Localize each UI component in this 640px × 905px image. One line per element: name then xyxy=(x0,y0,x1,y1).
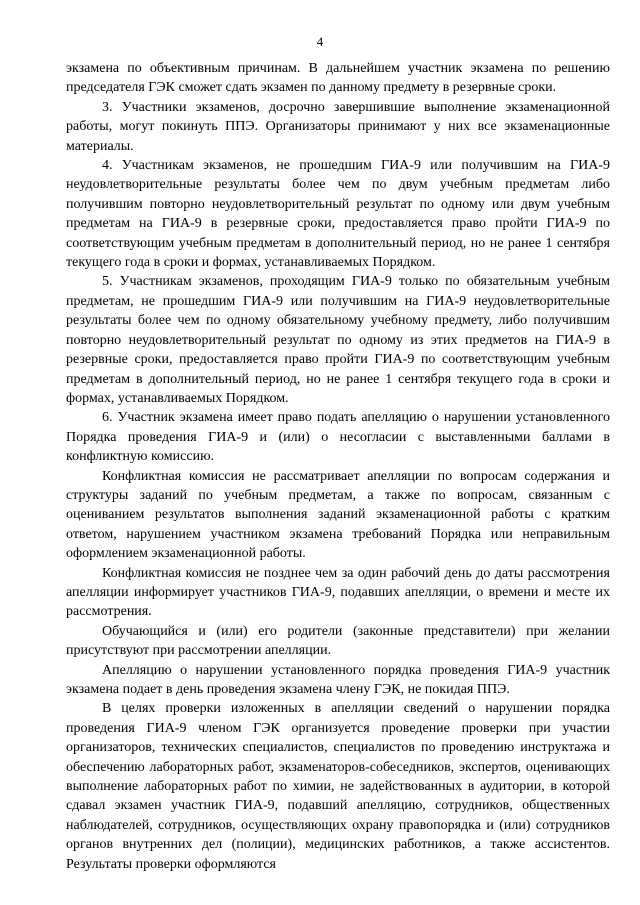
page-number: 4 xyxy=(316,34,324,49)
paragraph-item-5: 5. Участникам экзаменов, проходящим ГИА-9 только по обязательным учебным предметам, не прошедшим ГИА-9 или получившим на ГИА-9 неудовлетворительные результаты более чем по одному обязательному учебному предмету, либо получившим повторно неудовлетворительный результат по одному из этих предметов на ГИА-9 в резервные сроки, предоставляется право пройти ГИА-9 по соответствующим учебным предметам в дополнительный период, но не ранее 1 сентября текущего года в сроки и формах, устанавливаемых Порядком. xyxy=(66,274,610,406)
paragraph-appeal-submission: Апелляцию о нарушении установленного порядка проведения ГИА-9 участник экзамена подает в день проведения экзамена члену ГЭК, не покидая ППЭ. xyxy=(66,662,610,697)
paragraph-item-4: 4. Участникам экзаменов, не прошедшим ГИА-9 или получившим на ГИА-9 неудовлетворительные результаты более чем по двум учебным предметам либо получившим повторно неудовлетворительный результат по одному или двум учебным предметам на ГИА-9 в резервные сроки, предоставляется право пройти ГИА-9 по соответствующим учебным предметам в дополнительный период, но не ранее 1 сентября текущего года в сроки и формах, устанавливаемых Порядком. xyxy=(66,158,610,271)
paragraph-appeal-verification: В целях проверки изложенных в апелляции сведений о нарушении порядка проведения ГИА-9 членом ГЭК организуется проведение проверки при участии организаторов, технических специалистов, специалистов по проведению инструктажа и обеспечению лабораторных работ, экзаменаторов-собеседников, экспертов, оценивающих выполнение лабораторных работ по химии, не задействованных в аудитории, в которой сдавал экзамен участник ГИА-9, подавший апелляцию, сотрудников, общественных наблюдателей, сотрудников, осуществляющих охрану правопорядка и (или) сотрудников органов внутренних дел (полиции), медицинских работников, а также ассистентов. Результаты проверки оформляются xyxy=(66,701,610,872)
paragraph-parents-presence: Обучающийся и (или) его родители (законные представители) при желании присутствуют при рассмотрении апелляции. xyxy=(66,623,610,659)
paragraph-item-6: 6. Участник экзамена имеет право подать апелляцию о нарушении установленного Порядка проведения ГИА-9 и (или) о несогласии с выставленными баллами в конфликтную комиссию. xyxy=(66,410,610,465)
paragraph-continuation: экзамена по объективным причинам. В дальнейшем участник экзамена по решению председателя ГЭК сможет сдать экзамен по данному предмету в резервные сроки. xyxy=(66,61,610,96)
paragraph-item-3: 3. Участники экзаменов, досрочно завершившие выполнение экзаменационной работы, могут покинуть ППЭ. Организаторы принимают у них все экзаменационные материалы. xyxy=(66,99,610,154)
paragraph-conflict-commission-scope: Конфликтная комиссия не рассматривает апелляции по вопросам содержания и структуры заданий по учебным предметам, а также по вопросам, связанным с оцениванием результатов выполнения заданий экзаменационной работы с кратким ответом, нарушением участником экзамена требований Порядка или неправильным оформлением экзаменационной работы. xyxy=(66,468,610,562)
document-body xyxy=(66,59,610,874)
paragraph-conflict-commission-notice: Конфликтная комиссия не позднее чем за один рабочий день до даты рассмотрения апелляции информирует участников ГИА-9, подавших апелляции, о времени и месте их рассмотрения. xyxy=(66,565,610,620)
